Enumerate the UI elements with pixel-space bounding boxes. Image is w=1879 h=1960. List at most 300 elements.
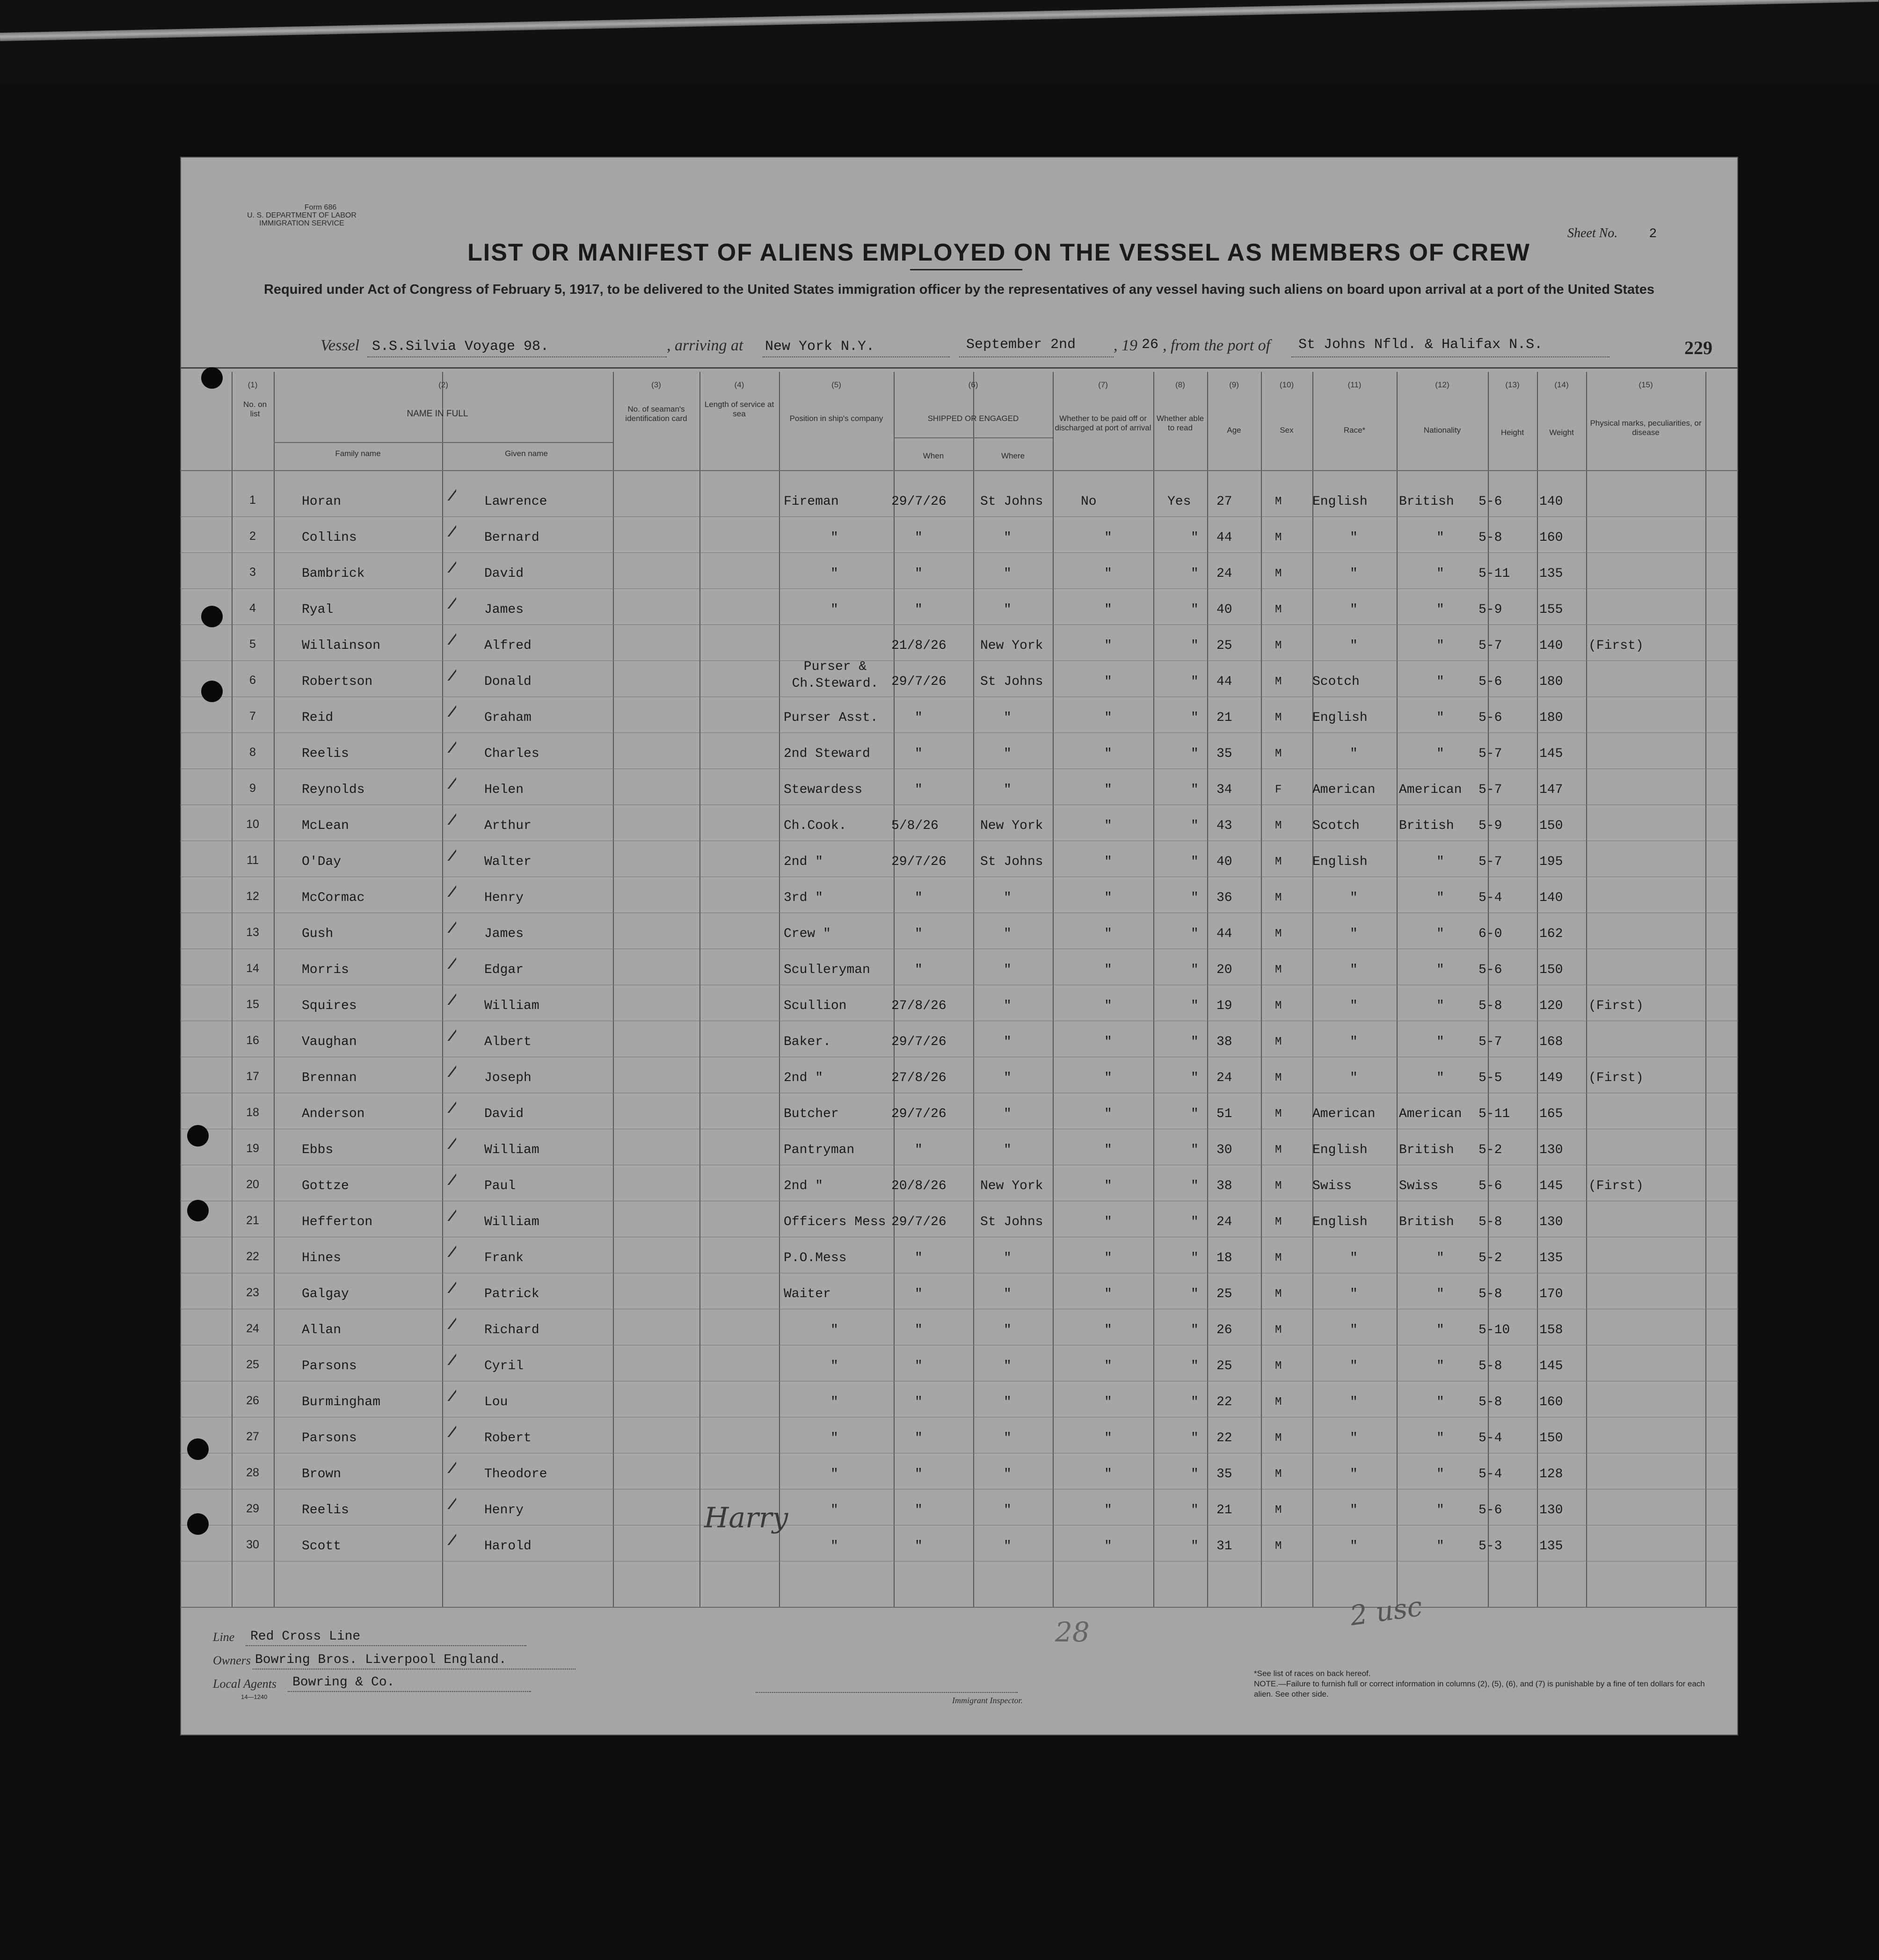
column-number: (9)	[1229, 380, 1239, 389]
age-cell: 40	[1216, 603, 1232, 617]
punch-hole	[187, 1200, 209, 1221]
paid-off-cell: "	[1104, 1143, 1112, 1157]
family-name-cell: Galgay	[302, 1287, 349, 1301]
race-cell: "	[1350, 999, 1358, 1013]
pencil-check-icon	[428, 1229, 456, 1257]
paid-off-cell: "	[1104, 1503, 1112, 1517]
weight-cell: 150	[1539, 1431, 1563, 1445]
given-name-cell: Cyril	[484, 1359, 524, 1373]
given-name-cell: James	[484, 603, 524, 617]
nationality-cell: "	[1436, 747, 1444, 761]
handwritten-tally-right: 2 usc	[1348, 1590, 1424, 1632]
check-stroke	[432, 511, 456, 537]
race-cell: American	[1312, 783, 1376, 797]
check-stroke	[432, 475, 456, 501]
check-stroke	[432, 727, 456, 753]
weight-cell: 140	[1539, 891, 1563, 905]
sex-cell: M	[1275, 892, 1282, 904]
race-cell: English	[1312, 494, 1368, 509]
nationality-cell: "	[1436, 566, 1444, 581]
from-port-fill-line	[1291, 356, 1610, 357]
nationality-cell: "	[1436, 1071, 1444, 1085]
row-number: 11	[247, 854, 259, 867]
position-cell: Stewardess	[784, 783, 863, 797]
position-cell: "	[830, 1323, 838, 1337]
column-number: (3)	[651, 380, 661, 389]
family-name-cell: Anderson	[302, 1107, 365, 1121]
weight-cell: 155	[1539, 603, 1563, 617]
pencil-check-icon	[428, 941, 456, 969]
shipped-where-cell: "	[1004, 566, 1012, 581]
row-number: 6	[249, 674, 256, 687]
shipped-where-cell: "	[1004, 999, 1012, 1013]
height-cell: 5-8	[1478, 530, 1502, 545]
nationality-cell: "	[1436, 530, 1444, 545]
nationality-cell: "	[1436, 1287, 1444, 1301]
position-cell: Crew "	[784, 927, 831, 941]
pencil-check-icon	[428, 1301, 456, 1329]
sex-cell: M	[1275, 964, 1282, 976]
height-cell: 5-8	[1478, 1359, 1502, 1373]
check-stroke	[432, 1411, 456, 1437]
given-name-cell: William	[484, 999, 539, 1013]
age-cell: 20	[1216, 963, 1232, 977]
header-age: Age	[1227, 426, 1241, 435]
nationality-cell: "	[1436, 1359, 1444, 1373]
vessel-fill-line	[367, 356, 667, 357]
age-cell: 18	[1216, 1251, 1232, 1265]
height-cell: 6-0	[1478, 927, 1502, 941]
column-number: (10)	[1279, 380, 1294, 389]
race-cell: "	[1350, 1035, 1358, 1049]
row-number: 4	[249, 602, 256, 615]
punch-hole	[201, 681, 223, 702]
sex-cell: M	[1275, 1144, 1282, 1156]
able-read-cell: "	[1191, 1179, 1199, 1193]
race-cell: "	[1350, 566, 1358, 581]
table-column-rule	[894, 372, 895, 1607]
weight-cell: 147	[1539, 783, 1563, 797]
weight-cell: 128	[1539, 1467, 1563, 1481]
shipped-when-cell: "	[915, 1503, 923, 1517]
nationality-cell: "	[1436, 1035, 1444, 1049]
table-column-rule	[1397, 372, 1398, 1607]
age-cell: 27	[1216, 494, 1232, 509]
row-number: 26	[246, 1394, 259, 1407]
able-read-cell: "	[1191, 927, 1199, 941]
position-cell: 2nd "	[784, 1179, 823, 1193]
nationality-cell: "	[1436, 711, 1444, 725]
given-name-cell: Helen	[484, 783, 524, 797]
weight-cell: 135	[1539, 1539, 1563, 1553]
header-given-name: Given name	[505, 449, 548, 458]
punch-hole	[187, 1513, 209, 1535]
title-underline	[910, 269, 1022, 270]
agents-value: Bowring & Co.	[292, 1675, 395, 1690]
age-cell: 26	[1216, 1323, 1232, 1337]
given-name-cell: Lou	[484, 1395, 508, 1409]
shipped-when-cell: "	[915, 1323, 923, 1337]
able-read-cell: "	[1191, 711, 1199, 725]
row-number: 1	[249, 494, 256, 507]
given-name-cell: Donald	[484, 675, 532, 689]
race-cell: "	[1350, 1323, 1358, 1337]
pencil-check-icon	[428, 1373, 456, 1401]
date-value: September 2nd	[966, 337, 1076, 353]
race-cell: Swiss	[1312, 1179, 1352, 1193]
nationality-cell: "	[1436, 963, 1444, 977]
position-cell: "	[830, 530, 838, 545]
family-name-cell: Morris	[302, 963, 349, 977]
weight-cell: 165	[1539, 1107, 1563, 1121]
shipped-where-cell: "	[1004, 1395, 1012, 1409]
paid-off-cell: "	[1104, 1179, 1112, 1193]
check-stroke	[432, 1015, 456, 1041]
sex-cell: M	[1275, 531, 1282, 544]
height-cell: 5-8	[1478, 1215, 1502, 1229]
family-name-cell: Allan	[302, 1323, 342, 1337]
race-cell: "	[1350, 891, 1358, 905]
column-number: (1)	[248, 380, 258, 389]
shipped-where-cell: St Johns	[980, 1215, 1043, 1229]
vessel-value: S.S.Silvia Voyage 98.	[372, 339, 549, 355]
paid-off-cell: "	[1104, 1467, 1112, 1481]
given-name-cell: William	[484, 1215, 539, 1229]
page-title: LIST OR MANIFEST OF ALIENS EMPLOYED ON THE VESSEL AS MEMBERS OF CREW	[467, 239, 1530, 266]
shipped-when-cell: 20/8/26	[891, 1179, 947, 1193]
nationality-cell: "	[1436, 1539, 1444, 1553]
race-cell: English	[1312, 855, 1368, 869]
height-cell: 5-6	[1478, 494, 1502, 509]
column-number: (15)	[1639, 380, 1653, 389]
age-cell: 35	[1216, 1467, 1232, 1481]
table-column-rule	[1537, 372, 1538, 1607]
year-prefix: , 19	[1114, 337, 1137, 354]
check-stroke	[432, 763, 456, 789]
row-number: 3	[249, 566, 256, 579]
height-cell: 5-5	[1478, 1071, 1502, 1085]
pencil-check-icon	[428, 1337, 456, 1365]
check-stroke	[432, 799, 456, 825]
row-number: 22	[246, 1250, 259, 1263]
table-column-rule	[699, 372, 700, 1607]
weight-cell: 160	[1539, 1395, 1563, 1409]
nationality-cell: American	[1399, 783, 1462, 797]
shipped-where-cell: "	[1004, 1503, 1012, 1517]
check-stroke	[432, 583, 456, 609]
sex-cell: M	[1275, 1108, 1282, 1120]
pencil-check-icon	[428, 617, 456, 645]
from-port-value: St Johns Nfld. & Halifax N.S.	[1298, 337, 1543, 353]
table-column-rule	[1586, 372, 1587, 1607]
nationality-cell: British	[1399, 494, 1454, 509]
given-name-cell: Charles	[484, 747, 539, 761]
weight-cell: 140	[1539, 494, 1563, 509]
pencil-check-icon	[428, 833, 456, 861]
shipped-where-cell: "	[1004, 530, 1012, 545]
height-cell: 5-7	[1478, 1035, 1502, 1049]
inspector-label: Immigrant Inspector.	[952, 1696, 1023, 1705]
able-read-cell: "	[1191, 639, 1199, 653]
race-cell: "	[1350, 530, 1358, 545]
header-no-on-list: No. on list	[243, 400, 267, 418]
weight-cell: 162	[1539, 927, 1563, 941]
shipped-where-cell: "	[1004, 1323, 1012, 1337]
able-read-cell: "	[1191, 566, 1199, 581]
nationality-cell: "	[1436, 639, 1444, 653]
handwritten-name-correction: Harry	[704, 1502, 788, 1534]
pencil-check-icon	[428, 725, 456, 753]
shipped-where-cell: "	[1004, 1251, 1012, 1265]
line-label: Line	[213, 1630, 235, 1644]
age-cell: 35	[1216, 747, 1232, 761]
paid-off-cell: "	[1104, 530, 1112, 545]
table-column-rule	[779, 372, 780, 1607]
form-identifier	[236, 203, 367, 227]
shipped-when-cell: 27/8/26	[891, 1071, 947, 1085]
height-cell: 5-6	[1478, 1179, 1502, 1193]
row-number: 7	[249, 710, 256, 723]
position-cell: Ch.Cook.	[784, 819, 847, 833]
age-cell: 36	[1216, 891, 1232, 905]
sheet-number-value: 2	[1649, 227, 1657, 241]
race-cell: "	[1350, 1431, 1358, 1445]
column-number: (12)	[1435, 380, 1449, 389]
family-name-cell: Reid	[302, 711, 334, 725]
position-cell: "	[830, 566, 838, 581]
check-stroke	[432, 907, 456, 933]
pencil-check-icon	[428, 761, 456, 789]
row-number: 10	[246, 818, 259, 831]
age-cell: 51	[1216, 1107, 1232, 1121]
able-read-cell: "	[1191, 1071, 1199, 1085]
sex-cell: M	[1275, 1180, 1282, 1192]
check-stroke	[432, 1339, 456, 1365]
paid-off-cell: "	[1104, 1215, 1112, 1229]
able-read-cell: "	[1191, 1359, 1199, 1373]
sex-cell: M	[1275, 928, 1282, 940]
paid-off-cell: "	[1104, 675, 1112, 689]
shipped-when-cell: 29/7/26	[891, 855, 947, 869]
weight-cell: 158	[1539, 1323, 1563, 1337]
height-cell: 5-10	[1478, 1323, 1510, 1337]
race-cell: "	[1350, 639, 1358, 653]
arriving-label: , arriving at	[667, 337, 743, 354]
weight-cell: 145	[1539, 747, 1563, 761]
pencil-check-icon	[428, 1445, 456, 1473]
race-cell: Scotch	[1312, 675, 1360, 689]
height-cell: 5-11	[1478, 1107, 1510, 1121]
able-read-cell: "	[1191, 530, 1199, 545]
check-stroke	[432, 1051, 456, 1077]
race-cell: "	[1350, 1287, 1358, 1301]
weight-cell: 149	[1539, 1071, 1563, 1085]
pencil-check-icon	[428, 472, 456, 501]
pencil-check-icon	[428, 1409, 456, 1437]
agents-label: Local Agents	[213, 1677, 277, 1691]
shipped-where-cell: "	[1004, 1107, 1012, 1121]
shipped-when-cell: "	[915, 1143, 923, 1157]
weight-cell: 135	[1539, 566, 1563, 581]
nationality-cell: British	[1399, 819, 1454, 833]
check-stroke	[432, 1303, 456, 1329]
table-column-rule	[1053, 372, 1054, 1607]
family-name-cell: Squires	[302, 999, 357, 1013]
row-number: 5	[249, 638, 256, 651]
shipped-where-cell: "	[1004, 1287, 1012, 1301]
given-name-cell: Alfred	[484, 639, 532, 653]
nationality-cell: American	[1399, 1107, 1462, 1121]
row-number: 29	[246, 1502, 259, 1515]
paid-off-cell: "	[1104, 1035, 1112, 1049]
sex-cell: M	[1275, 1252, 1282, 1264]
able-read-cell: "	[1191, 603, 1199, 617]
height-cell: 5-6	[1478, 711, 1502, 725]
paid-off-cell: "	[1104, 1395, 1112, 1409]
sex-cell: M	[1275, 1072, 1282, 1084]
position-cell: "	[830, 1395, 838, 1409]
able-read-cell: "	[1191, 1395, 1199, 1409]
form-service: IMMIGRATION SERVICE	[259, 219, 344, 227]
check-stroke	[432, 619, 456, 645]
height-cell: 5-2	[1478, 1143, 1502, 1157]
family-name-cell: Robertson	[302, 675, 373, 689]
paper-edge-strip	[0, 0, 1879, 41]
arriving-value: New York N.Y.	[765, 339, 875, 355]
family-name-cell: Brown	[302, 1467, 342, 1481]
row-number: 16	[246, 1034, 259, 1047]
given-name-cell: Henry	[484, 891, 524, 905]
shipped-where-cell: St Johns	[980, 855, 1043, 869]
pencil-check-icon	[428, 544, 456, 573]
weight-cell: 145	[1539, 1179, 1563, 1193]
family-name-cell: McCormac	[302, 891, 365, 905]
pencil-check-icon	[428, 797, 456, 825]
age-cell: 24	[1216, 1215, 1232, 1229]
age-cell: 38	[1216, 1035, 1232, 1049]
race-cell: "	[1350, 1467, 1358, 1481]
height-cell: 5-6	[1478, 963, 1502, 977]
row-number: 18	[246, 1106, 259, 1119]
manifest-sheet	[180, 157, 1738, 1735]
given-name-cell: James	[484, 927, 524, 941]
race-cell: "	[1350, 1071, 1358, 1085]
shipped-when-cell: "	[915, 530, 923, 545]
pencil-check-icon	[428, 1121, 456, 1149]
paid-off-cell: "	[1104, 566, 1112, 581]
paid-off-cell: "	[1104, 1251, 1112, 1265]
shipped-when-cell: 5/8/26	[891, 819, 939, 833]
year-value: 26	[1142, 337, 1159, 353]
check-stroke	[432, 943, 456, 969]
pencil-check-icon	[428, 1085, 456, 1113]
sex-cell: M	[1275, 820, 1282, 832]
given-name-cell: Henry	[484, 1503, 524, 1517]
pencil-check-icon	[428, 905, 456, 933]
position-cell: Pantryman	[784, 1143, 855, 1157]
shipped-where-cell: New York	[980, 1179, 1043, 1193]
nationality-cell: "	[1436, 999, 1444, 1013]
pencil-check-icon	[428, 977, 456, 1005]
weight-cell: 145	[1539, 1359, 1563, 1373]
shipped-when-cell: "	[915, 1539, 923, 1553]
shipped-when-cell: "	[915, 783, 923, 797]
race-cell: "	[1350, 1395, 1358, 1409]
row-number: 15	[246, 998, 259, 1011]
inspector-signature-line	[756, 1692, 1018, 1693]
pencil-check-icon	[428, 1265, 456, 1293]
height-cell: 5-7	[1478, 639, 1502, 653]
pencil-check-icon	[428, 1193, 456, 1221]
able-read-cell: "	[1191, 963, 1199, 977]
family-name-cell: Reynolds	[302, 783, 365, 797]
position-cell: P.O.Mess	[784, 1251, 847, 1265]
age-cell: 34	[1216, 783, 1232, 797]
shipped-where-cell: "	[1004, 1035, 1012, 1049]
shipped-when-cell: "	[915, 927, 923, 941]
able-read-cell: "	[1191, 783, 1199, 797]
table-column-rule	[1261, 372, 1262, 1607]
shipped-when-cell: "	[915, 1431, 923, 1445]
table-column-rule	[232, 372, 233, 1607]
shipped-when-cell: "	[915, 891, 923, 905]
sex-cell: M	[1275, 1216, 1282, 1228]
row-number: 24	[246, 1322, 259, 1335]
check-stroke	[432, 1267, 456, 1293]
header-paid-off: Whether to be paid off or discharged at port of arrival	[1055, 414, 1151, 432]
family-name-cell: Reelis	[302, 747, 349, 761]
paid-off-cell: "	[1104, 1107, 1112, 1121]
header-seaman-card: No. of seaman's identification card	[625, 405, 687, 423]
height-cell: 5-3	[1478, 1539, 1502, 1553]
table-column-rule	[973, 372, 974, 1607]
column-number: (6)	[968, 380, 978, 389]
race-cell: "	[1350, 603, 1358, 617]
paid-off-cell: "	[1104, 1323, 1112, 1337]
from-port-label: , from the port of	[1163, 337, 1271, 354]
nationality-cell: "	[1436, 1467, 1444, 1481]
row-number: 23	[246, 1286, 259, 1299]
check-stroke	[432, 835, 456, 861]
given-name-cell: Harold	[484, 1539, 532, 1553]
age-cell: 44	[1216, 675, 1232, 689]
physical-marks-cell: (First)	[1588, 1071, 1644, 1085]
family-name-cell: Hefferton	[302, 1215, 373, 1229]
able-read-cell: "	[1191, 1251, 1199, 1265]
sheet-number-field	[1567, 226, 1657, 241]
given-name-cell: Patrick	[484, 1287, 539, 1301]
position-cell: "	[830, 1539, 838, 1553]
given-name-cell: David	[484, 1107, 524, 1121]
age-cell: 21	[1216, 1503, 1232, 1517]
column-number: (8)	[1175, 380, 1185, 389]
paid-off-cell: "	[1104, 783, 1112, 797]
nationality-cell: British	[1399, 1215, 1454, 1229]
row-number: 25	[246, 1358, 259, 1371]
shipped-when-cell: 29/7/26	[891, 1107, 947, 1121]
check-stroke	[432, 871, 456, 897]
column-number: (5)	[831, 380, 841, 389]
height-cell: 5-7	[1478, 783, 1502, 797]
family-name-cell: O'Day	[302, 855, 342, 869]
weight-cell: 180	[1539, 711, 1563, 725]
pencil-check-icon	[428, 1481, 456, 1509]
pencil-check-icon	[428, 1157, 456, 1185]
shipped-when-cell: "	[915, 603, 923, 617]
family-name-cell: Hines	[302, 1251, 342, 1265]
able-read-cell: "	[1191, 1431, 1199, 1445]
family-name-cell: Ryal	[302, 603, 334, 617]
